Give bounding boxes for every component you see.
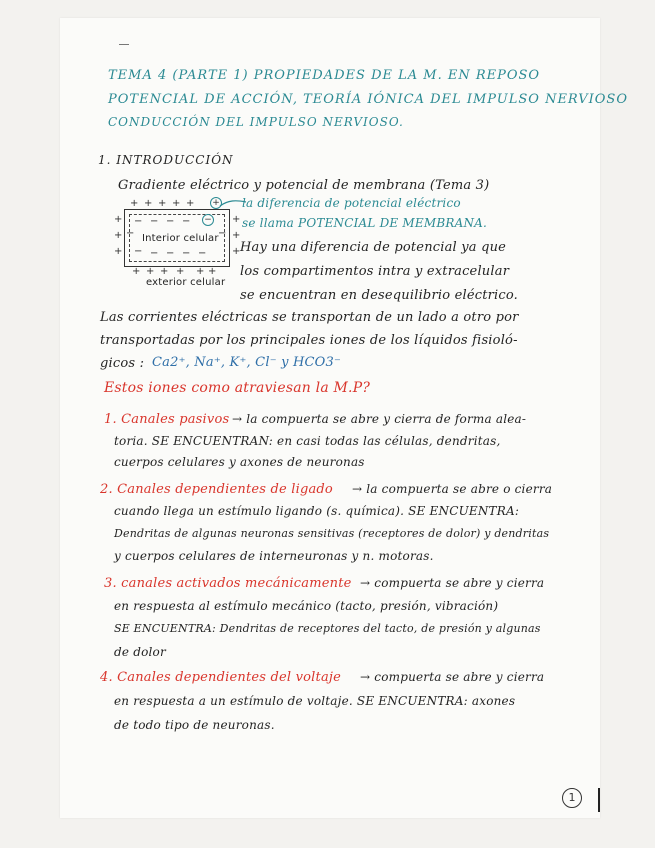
- plus-sign: +: [114, 246, 123, 257]
- plus-sign: +: [232, 214, 241, 225]
- page-edge-mark: [598, 788, 600, 812]
- channel-1-line-3: cuerpos celulares y axones de neuronas: [114, 455, 365, 469]
- channel-1-line-2: toria. SE ENCUENTRAN: en casi todas las células, dendritas,: [114, 434, 501, 448]
- channel-4-title: 4. Canales dependientes del voltaje: [100, 670, 342, 685]
- ions-question: Estos iones como atraviesan la M.P?: [104, 380, 371, 396]
- header-line-3: CONDUCCIÓN DEL IMPULSO NERVIOSO.: [108, 115, 404, 129]
- plus-sign: +: [144, 198, 153, 209]
- minus-sign: −: [182, 216, 191, 227]
- plus-sign: +: [208, 266, 217, 277]
- plus-sign: +: [158, 198, 167, 209]
- minus-sign: −: [150, 216, 159, 227]
- paragraph-line-4: Las corrientes eléctricas se transportan de un lado a otro por: [100, 310, 519, 325]
- header-line-1: TEMA 4 (PARTE 1) PROPIEDADES DE LA M. EN REPOSO: [108, 68, 541, 83]
- section-heading-introduction: 1. INTRODUCCIÓN: [98, 153, 234, 167]
- channel-2-line-1: → la compuerta se abre o cierra: [352, 482, 553, 496]
- plus-sign: +: [172, 198, 181, 209]
- plus-sign: +: [130, 198, 139, 209]
- minus-sign: −: [218, 228, 227, 239]
- ions-list: Ca2⁺, Na⁺, K⁺, Cl⁻ y HCO3⁻: [152, 355, 342, 370]
- plus-sign: +: [114, 214, 123, 225]
- circled-plus-sign: +: [210, 197, 222, 209]
- annotation-line-2: se llama POTENCIAL DE MEMBRANA.: [242, 216, 488, 230]
- channel-3-line-3: SE ENCUENTRA: Dendritas de receptores del tacto, de presión y algunas: [114, 622, 541, 635]
- paragraph-line-5: transportadas por los principales iones de los líquidos fisioló-: [100, 333, 518, 348]
- header-line-2: POTENCIAL DE ACCIÓN, TEORÍA IÓNICA DEL IMPULSO NERVIOSO: [108, 92, 628, 107]
- plus-sign: +: [176, 266, 185, 277]
- channel-1-line-1: → la compuerta se abre y cierra de forma alea-: [232, 412, 527, 426]
- channel-4-line-1: → compuerta se abre y cierra: [360, 670, 545, 684]
- gradient-line: Gradiente eléctrico y potencial de membrana (Tema 3): [118, 178, 490, 193]
- minus-sign: −: [126, 228, 135, 239]
- channel-4-line-3: de todo tipo de neuronas.: [114, 718, 275, 732]
- interior-celular-label: Interior celular: [142, 233, 219, 244]
- plus-sign: +: [132, 266, 141, 277]
- channel-2-title: 2. Canales dependientes de ligado: [100, 482, 333, 497]
- minus-sign: −: [182, 248, 191, 259]
- channel-1-title: 1. Canales pasivos: [104, 412, 230, 427]
- plus-sign: +: [196, 266, 205, 277]
- channel-3-line-4: de dolor: [114, 645, 166, 659]
- minus-sign: −: [166, 248, 175, 259]
- channel-2-line-3: Dendritas de algunas neuronas sensitivas (receptores de dolor) y dendritas: [114, 527, 550, 540]
- channel-2-line-4: y cuerpos celulares de interneuronas y n. motoras.: [114, 549, 434, 563]
- channel-4-line-2: en respuesta a un estímulo de voltaje. SE ENCUENTRA: axones: [114, 694, 516, 708]
- minus-sign: −: [150, 248, 159, 259]
- plus-sign: +: [114, 230, 123, 241]
- channel-3-title: 3. canales activados mecánicamente: [104, 576, 352, 591]
- channel-2-line-2: cuando llega un estímulo ligando (s. química). SE ENCUENTRA:: [114, 504, 520, 518]
- channel-3-line-1: → compuerta se abre y cierra: [360, 576, 545, 590]
- plus-sign: +: [232, 246, 241, 257]
- plus-sign: +: [160, 266, 169, 277]
- minus-sign: −: [198, 248, 207, 259]
- plus-sign: +: [232, 230, 241, 241]
- paragraph-line-3: se encuentran en desequilibrio eléctrico.: [240, 288, 519, 303]
- plus-sign: +: [146, 266, 155, 277]
- paragraph-line-6-prefix: gicos :: [100, 356, 145, 371]
- minus-sign: −: [134, 246, 143, 257]
- top-mark: [119, 44, 129, 45]
- paragraph-line-1: Hay una diferencia de potencial ya que: [240, 240, 507, 255]
- annotation-line-1: la diferencia de potencial eléctrico: [242, 196, 461, 210]
- circled-minus-sign: −: [202, 214, 214, 226]
- minus-sign: −: [166, 216, 175, 227]
- plus-sign: +: [186, 198, 195, 209]
- paragraph-line-2: los compartimentos intra y extracelular: [240, 264, 510, 279]
- page-number: 1: [562, 788, 582, 808]
- minus-sign: −: [134, 216, 143, 227]
- channel-3-line-2: en respuesta al estímulo mecánico (tacto, presión, vibración): [114, 599, 499, 613]
- exterior-celular-label: exterior celular: [146, 277, 226, 288]
